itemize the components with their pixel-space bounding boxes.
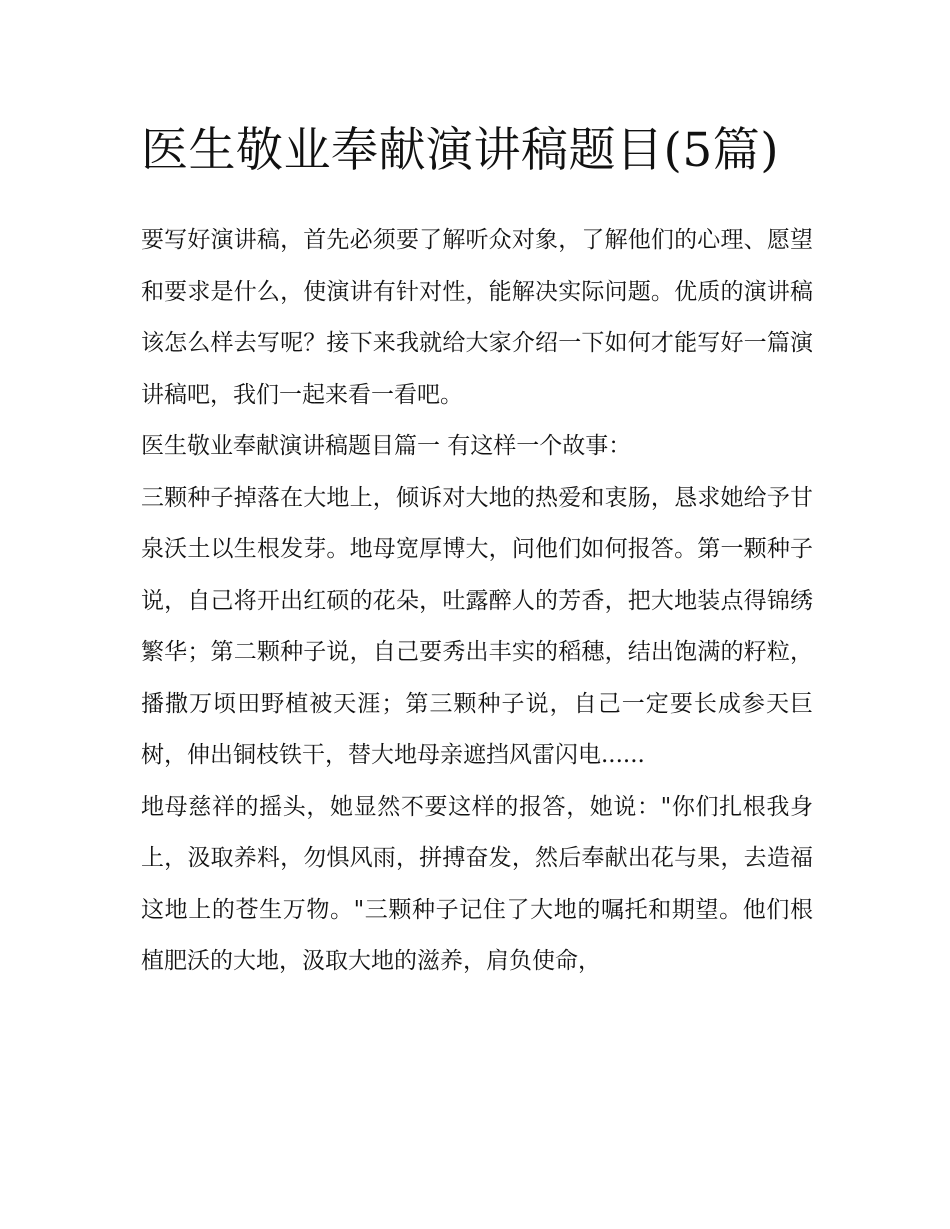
paragraph-intro: 要写好演讲稿，首先必须要了解听众对象，了解他们的心理、愿望和要求是什么，使演讲有针对性，能解决实际问题。优质的演讲稿该怎么样去写呢？接下来我就给大家介绍一下如何才能写好一篇演讲稿吧，我们一起来看一看吧。 — [141, 227, 813, 408]
document-body — [141, 215, 813, 988]
document-title: 医生敬业奉献演讲稿题目(5篇) — [141, 123, 780, 178]
document-content — [141, 112, 813, 988]
paragraph-three-seeds: 三颗种子掉落在大地上，倾诉对大地的热爱和衷肠，恳求她给予甘泉沃土以生根发芽。地母宽厚博大，问他们如何报答。第一颗种子说，自己将开出红硕的花朵，吐露醉人的芳香，把大地装点得锦绣繁华；第二颗种子说，自己要秀出丰实的稻穗，结出饱满的籽粒，播撒万顷田野植被天涯；第三颗种子说，自己一定要长成参天巨树，伸出铜枝铁干，替大地母亲遮挡风雷闪电...... — [141, 484, 813, 768]
paragraph-earth-mother: 地母慈祥的摇头，她显然不要这样的报答，她说："你们扎根我身上，汲取养料，勿惧风雨，拼搏奋发，然后奉献出花与果，去造福这地上的苍生万物。"三颗种子记住了大地的嘱托和期望。他们根植肥沃的大地，汲取大地的滋养，肩负使命， — [141, 793, 813, 974]
paragraph-section-heading: 医生敬业奉献演讲稿题目篇一 有这样一个故事： — [141, 433, 632, 459]
